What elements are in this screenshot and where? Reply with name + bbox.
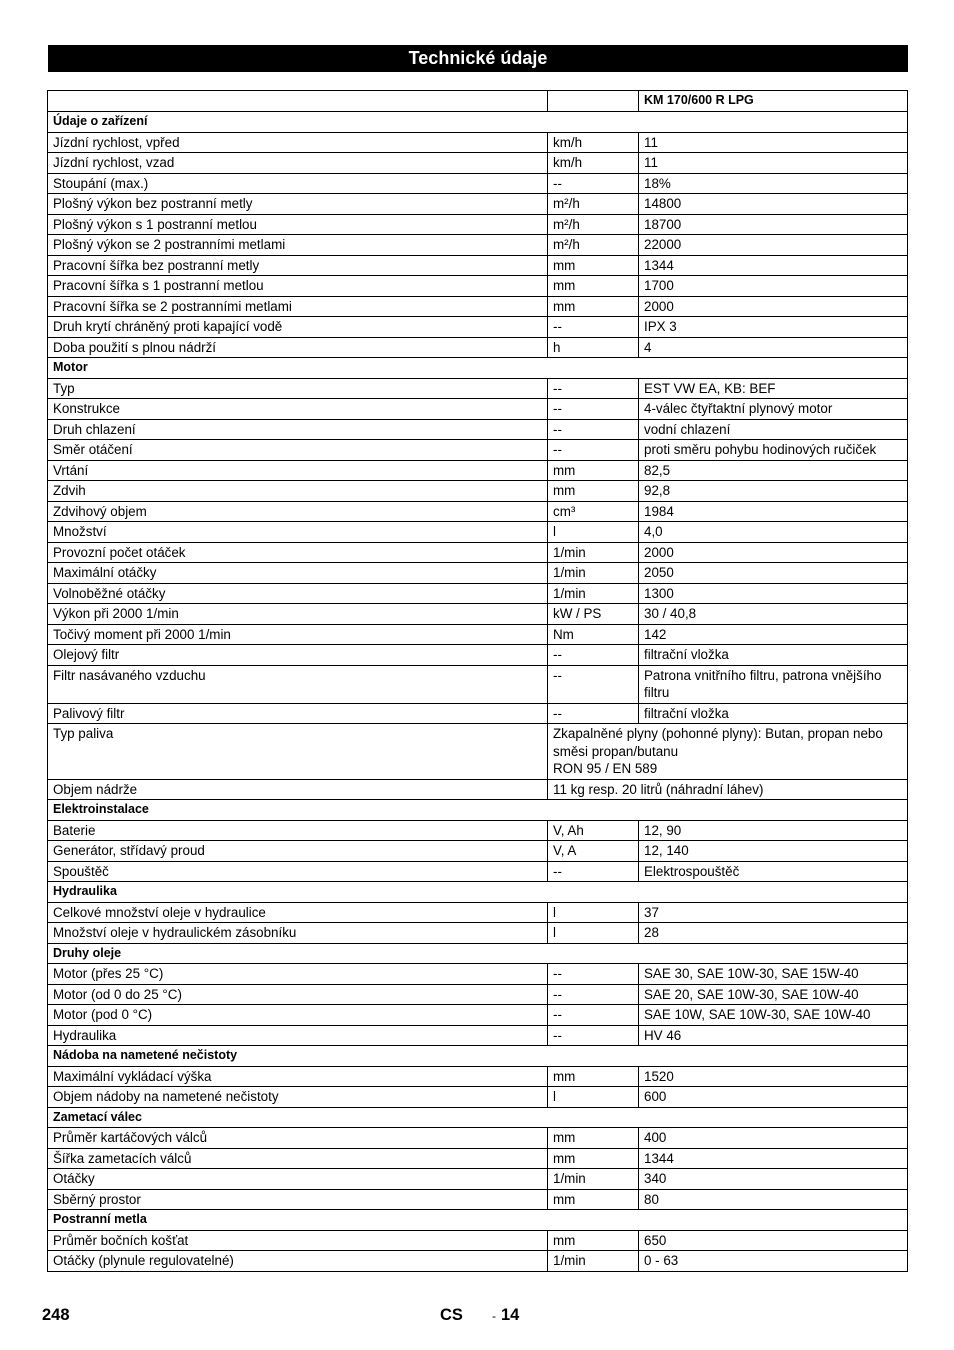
spec-value: 1984 [639, 501, 908, 522]
spec-value: 4-válec čtyřtaktní plynový motor [639, 399, 908, 420]
table-row [48, 296, 908, 317]
spec-label: Jízdní rychlost, vpřed [48, 132, 548, 153]
spec-label: Pracovní šířka se 2 postranními metlami [48, 296, 548, 317]
spec-label: Typ paliva [48, 724, 548, 780]
language-code: CS [440, 1306, 463, 1324]
spec-value: 30 / 40,8 [639, 604, 908, 625]
section-header-row [48, 358, 908, 379]
spec-unit: m²/h [548, 235, 639, 256]
table-row [48, 378, 908, 399]
spec-label: Maximální otáčky [48, 563, 548, 584]
spec-value: 80 [639, 1189, 908, 1210]
spec-value-line: Zkapalněné plyny (pohonné plyny): Butan, propan nebo směsi propan/butanu [553, 726, 883, 759]
spec-label: Filtr nasávaného vzduchu [48, 665, 548, 703]
spec-value-line: 11 kg resp. 20 litrů (náhradní láhev) [553, 781, 764, 797]
spec-label: Motor (od 0 do 25 °C) [48, 984, 548, 1005]
section-title: Hydraulika [48, 882, 908, 903]
spec-unit: V, A [548, 841, 639, 862]
table-row [48, 563, 908, 584]
table-row [48, 923, 908, 944]
spec-unit: -- [548, 665, 639, 703]
spec-label: Zdvihový objem [48, 501, 548, 522]
section-header-row [48, 1046, 908, 1067]
section-header-row [48, 943, 908, 964]
spec-unit: mm [548, 1230, 639, 1251]
spec-value: 18700 [639, 214, 908, 235]
spec-unit: 1/min [548, 563, 639, 584]
table-row [48, 214, 908, 235]
spec-value: 4 [639, 337, 908, 358]
page-title: Technické údaje [48, 45, 908, 72]
table-row [48, 317, 908, 338]
spec-label: Palivový filtr [48, 703, 548, 724]
table-row [48, 1169, 908, 1190]
spec-value: 82,5 [639, 460, 908, 481]
spec-label: Konstrukce [48, 399, 548, 420]
spec-value: 4,0 [639, 522, 908, 543]
spec-value: 142 [639, 624, 908, 645]
spec-label: Pracovní šířka bez postranní metly [48, 255, 548, 276]
spec-label: Druh krytí chráněný proti kapající vodě [48, 317, 548, 338]
spec-value: Elektrospouštěč [639, 861, 908, 882]
spec-unit: V, Ah [548, 820, 639, 841]
header-cell-model: KM 170/600 R LPG [639, 91, 908, 112]
spec-label: Zdvih [48, 481, 548, 502]
table-row [48, 624, 908, 645]
spec-unit: mm [548, 1189, 639, 1210]
spec-value: 2000 [639, 296, 908, 317]
spec-label: Generátor, střídavý proud [48, 841, 548, 862]
spec-label: Spouštěč [48, 861, 548, 882]
spec-value: vodní chlazení [639, 419, 908, 440]
spec-unit: km/h [548, 153, 639, 174]
spec-label: Směr otáčení [48, 440, 548, 461]
sub-page-number [492, 1306, 519, 1325]
table-row [48, 1230, 908, 1251]
spec-unit: -- [548, 399, 639, 420]
spec-label: Točivý moment při 2000 1/min [48, 624, 548, 645]
spec-label: Volnoběžné otáčky [48, 583, 548, 604]
section-header-row [48, 1107, 908, 1128]
spec-unit: l [548, 923, 639, 944]
spec-label: Doba použití s plnou nádrží [48, 337, 548, 358]
spec-label: Plošný výkon se 2 postranními metlami [48, 235, 548, 256]
spec-unit: Nm [548, 624, 639, 645]
header-cell-label [48, 91, 548, 112]
section-title: Druhy oleje [48, 943, 908, 964]
spec-value: 1520 [639, 1066, 908, 1087]
table-row [48, 984, 908, 1005]
spec-value: SAE 30, SAE 10W-30, SAE 15W-40 [639, 964, 908, 985]
spec-unit: 1/min [548, 1169, 639, 1190]
sub-page-dash: - [492, 1309, 496, 1323]
table-row [48, 583, 908, 604]
spec-label: Objem nádrže [48, 779, 548, 800]
spec-label: Vrtání [48, 460, 548, 481]
table-row [48, 820, 908, 841]
spec-value: proti směru pohybu hodinových ručiček [639, 440, 908, 461]
section-header-row [48, 1210, 908, 1231]
table-row [48, 235, 908, 256]
section-header-row [48, 882, 908, 903]
spec-unit: mm [548, 460, 639, 481]
spec-value: 1700 [639, 276, 908, 297]
section-title: Nádoba na nametené nečistoty [48, 1046, 908, 1067]
table-row [48, 481, 908, 502]
spec-unit: 1/min [548, 583, 639, 604]
spec-value: 0 - 63 [639, 1251, 908, 1272]
spec-unit: -- [548, 419, 639, 440]
table-row [48, 1251, 908, 1272]
table-row [48, 522, 908, 543]
table-row [48, 337, 908, 358]
spec-unit: l [548, 1087, 639, 1108]
spec-unit: -- [548, 440, 639, 461]
spec-value: HV 46 [639, 1025, 908, 1046]
table-row [48, 665, 908, 703]
table-row [48, 861, 908, 882]
spec-label: Hydraulika [48, 1025, 548, 1046]
spec-label: Šířka zametacích válců [48, 1148, 548, 1169]
spec-label: Provozní počet otáček [48, 542, 548, 563]
section-title: Motor [48, 358, 908, 379]
table-row [48, 703, 908, 724]
spec-value: IPX 3 [639, 317, 908, 338]
table-row [48, 276, 908, 297]
header-cell-unit [548, 91, 639, 112]
spec-label: Druh chlazení [48, 419, 548, 440]
table-row [48, 1025, 908, 1046]
spec-value: 400 [639, 1128, 908, 1149]
spec-unit: mm [548, 481, 639, 502]
spec-label: Plošný výkon s 1 postranní metlou [48, 214, 548, 235]
spec-value: 2050 [639, 563, 908, 584]
table-row [48, 841, 908, 862]
spec-value [548, 724, 908, 780]
spec-unit: kW / PS [548, 604, 639, 625]
spec-label: Objem nádoby na nametené nečistoty [48, 1087, 548, 1108]
spec-unit: -- [548, 1005, 639, 1026]
table-row [48, 542, 908, 563]
spec-unit: mm [548, 296, 639, 317]
spec-value: 11 [639, 132, 908, 153]
spec-label: Množství oleje v hydraulickém zásobníku [48, 923, 548, 944]
spec-unit: -- [548, 861, 639, 882]
spec-label: Jízdní rychlost, vzad [48, 153, 548, 174]
table-header-row [48, 91, 908, 112]
table-row [48, 902, 908, 923]
spec-unit: -- [548, 173, 639, 194]
sub-page-value: 14 [501, 1306, 520, 1324]
technical-data-table [47, 90, 908, 1272]
spec-value: 12, 140 [639, 841, 908, 862]
table-row [48, 153, 908, 174]
table-row [48, 1087, 908, 1108]
section-title: Údaje o zařízení [48, 112, 908, 133]
spec-label: Motor (pod 0 °C) [48, 1005, 548, 1026]
spec-label: Typ [48, 378, 548, 399]
table-row [48, 255, 908, 276]
spec-value: 1344 [639, 255, 908, 276]
table-row [48, 501, 908, 522]
spec-value: filtrační vložka [639, 703, 908, 724]
spec-value: EST VW EA, KB: BEF [639, 378, 908, 399]
table-row [48, 1005, 908, 1026]
spec-label: Plošný výkon bez postranní metly [48, 194, 548, 215]
spec-value: SAE 20, SAE 10W-30, SAE 10W-40 [639, 984, 908, 1005]
table-row [48, 724, 908, 780]
spec-label: Výkon při 2000 1/min [48, 604, 548, 625]
spec-unit: cm³ [548, 501, 639, 522]
spec-unit: -- [548, 984, 639, 1005]
spec-unit: l [548, 902, 639, 923]
spec-unit: mm [548, 1066, 639, 1087]
section-header-row [48, 800, 908, 821]
table-row [48, 399, 908, 420]
spec-unit: mm [548, 1128, 639, 1149]
spec-label: Průměr kartáčových válců [48, 1128, 548, 1149]
section-title: Zametací válec [48, 1107, 908, 1128]
spec-unit: 1/min [548, 542, 639, 563]
spec-unit: -- [548, 645, 639, 666]
table-row [48, 1148, 908, 1169]
section-header-row [48, 112, 908, 133]
spec-unit: -- [548, 964, 639, 985]
spec-value: 340 [639, 1169, 908, 1190]
spec-unit: mm [548, 276, 639, 297]
spec-value: SAE 10W, SAE 10W-30, SAE 10W-40 [639, 1005, 908, 1026]
spec-value: 1300 [639, 583, 908, 604]
spec-label: Baterie [48, 820, 548, 841]
spec-label: Celkové množství oleje v hydraulice [48, 902, 548, 923]
spec-unit: mm [548, 1148, 639, 1169]
table-row [48, 1189, 908, 1210]
spec-value: 2000 [639, 542, 908, 563]
table-row [48, 440, 908, 461]
table-row [48, 645, 908, 666]
spec-label: Množství [48, 522, 548, 543]
spec-label: Motor (přes 25 °C) [48, 964, 548, 985]
spec-label: Olejový filtr [48, 645, 548, 666]
table-row [48, 194, 908, 215]
spec-value: 14800 [639, 194, 908, 215]
spec-unit: km/h [548, 132, 639, 153]
section-title: Elektroinstalace [48, 800, 908, 821]
spec-label: Průměr bočních košťat [48, 1230, 548, 1251]
spec-label: Maximální vykládací výška [48, 1066, 548, 1087]
table-row [48, 173, 908, 194]
spec-value: 12, 90 [639, 820, 908, 841]
spec-label: Sběrný prostor [48, 1189, 548, 1210]
spec-unit: -- [548, 1025, 639, 1046]
table-row [48, 1128, 908, 1149]
spec-unit: h [548, 337, 639, 358]
spec-value: 22000 [639, 235, 908, 256]
table-row [48, 132, 908, 153]
spec-unit: -- [548, 378, 639, 399]
spec-label: Pracovní šířka s 1 postranní metlou [48, 276, 548, 297]
spec-label: Otáčky (plynule regulovatelné) [48, 1251, 548, 1272]
spec-value: 600 [639, 1087, 908, 1108]
table-row [48, 604, 908, 625]
spec-value: filtrační vložka [639, 645, 908, 666]
table-row [48, 779, 908, 800]
section-title: Postranní metla [48, 1210, 908, 1231]
table-row [48, 460, 908, 481]
spec-value: 11 [639, 153, 908, 174]
spec-value: 92,8 [639, 481, 908, 502]
spec-value [548, 779, 908, 800]
spec-label: Stoupání (max.) [48, 173, 548, 194]
spec-unit: m²/h [548, 214, 639, 235]
spec-value-line: RON 95 / EN 589 [553, 761, 658, 776]
spec-unit: -- [548, 317, 639, 338]
table-row [48, 419, 908, 440]
page-number: 248 [42, 1306, 70, 1324]
spec-unit: -- [548, 703, 639, 724]
spec-label: Otáčky [48, 1169, 548, 1190]
spec-value: 650 [639, 1230, 908, 1251]
spec-value: Patrona vnitřního filtru, patrona vnějšího filtru [639, 665, 908, 703]
table-row [48, 1066, 908, 1087]
spec-value: 1344 [639, 1148, 908, 1169]
table-row [48, 964, 908, 985]
spec-unit: m²/h [548, 194, 639, 215]
spec-value: 18% [639, 173, 908, 194]
spec-unit: 1/min [548, 1251, 639, 1272]
spec-value: 28 [639, 923, 908, 944]
spec-unit: l [548, 522, 639, 543]
spec-value: 37 [639, 902, 908, 923]
spec-unit: mm [548, 255, 639, 276]
